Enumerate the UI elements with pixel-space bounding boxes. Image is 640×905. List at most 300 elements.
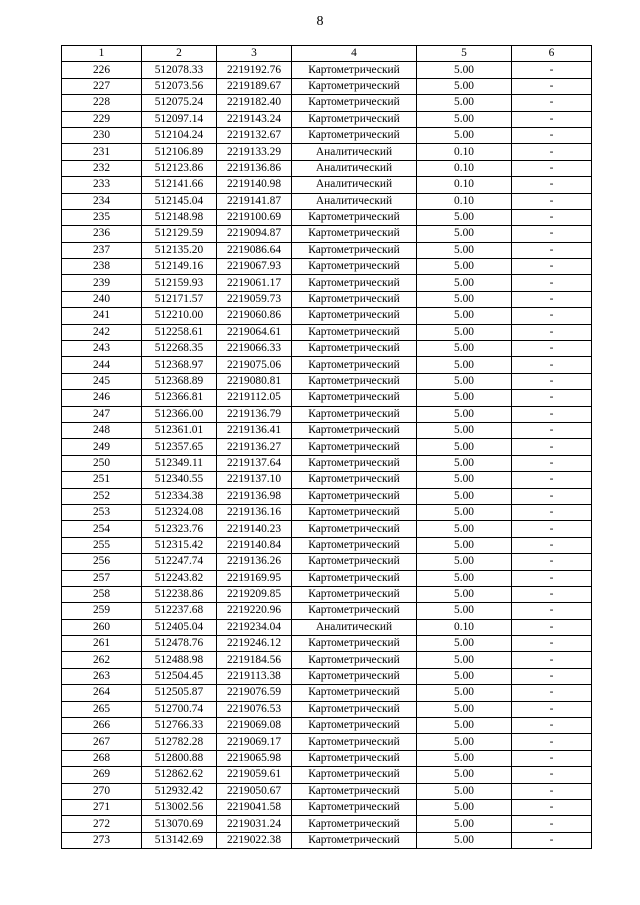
table-row bbox=[62, 357, 592, 373]
table-row bbox=[62, 177, 592, 193]
accuracy-cell: 5.00 bbox=[417, 291, 512, 307]
accuracy-cell: 5.00 bbox=[417, 209, 512, 225]
note-cell: - bbox=[512, 832, 592, 848]
table-row bbox=[62, 734, 592, 750]
x-coordinate-cell: 513142.69 bbox=[142, 832, 217, 848]
y-coordinate-cell: 2219061.17 bbox=[217, 275, 292, 291]
x-coordinate-cell: 512323.76 bbox=[142, 521, 217, 537]
accuracy-cell: 5.00 bbox=[417, 439, 512, 455]
point-number-cell: 230 bbox=[62, 127, 142, 143]
table-row bbox=[62, 603, 592, 619]
accuracy-cell: 5.00 bbox=[417, 701, 512, 717]
note-cell: - bbox=[512, 799, 592, 815]
accuracy-cell: 5.00 bbox=[417, 472, 512, 488]
y-coordinate-cell: 2219065.98 bbox=[217, 750, 292, 766]
method-cell: Картометрический bbox=[292, 701, 417, 717]
x-coordinate-cell: 512258.61 bbox=[142, 324, 217, 340]
point-number-cell: 243 bbox=[62, 341, 142, 357]
method-cell: Картометрический bbox=[292, 95, 417, 111]
point-number-cell: 242 bbox=[62, 324, 142, 340]
point-number-cell: 265 bbox=[62, 701, 142, 717]
note-cell: - bbox=[512, 341, 592, 357]
accuracy-cell: 0.10 bbox=[417, 193, 512, 209]
x-coordinate-cell: 512243.82 bbox=[142, 570, 217, 586]
method-cell: Аналитический bbox=[292, 160, 417, 176]
x-coordinate-cell: 512766.33 bbox=[142, 718, 217, 734]
point-number-cell: 271 bbox=[62, 799, 142, 815]
table-row bbox=[62, 111, 592, 127]
method-cell: Картометрический bbox=[292, 783, 417, 799]
table-row bbox=[62, 422, 592, 438]
table-row bbox=[62, 259, 592, 275]
note-cell: - bbox=[512, 455, 592, 471]
note-cell: - bbox=[512, 668, 592, 684]
note-cell: - bbox=[512, 160, 592, 176]
point-number-cell: 232 bbox=[62, 160, 142, 176]
table-row bbox=[62, 324, 592, 340]
y-coordinate-cell: 2219132.67 bbox=[217, 127, 292, 143]
x-coordinate-cell: 512700.74 bbox=[142, 701, 217, 717]
method-cell: Картометрический bbox=[292, 291, 417, 307]
note-cell: - bbox=[512, 734, 592, 750]
table-row bbox=[62, 718, 592, 734]
x-coordinate-cell: 512324.08 bbox=[142, 504, 217, 520]
table-row bbox=[62, 226, 592, 242]
method-cell: Картометрический bbox=[292, 603, 417, 619]
accuracy-cell: 5.00 bbox=[417, 554, 512, 570]
method-cell: Картометрический bbox=[292, 406, 417, 422]
accuracy-cell: 5.00 bbox=[417, 226, 512, 242]
x-coordinate-cell: 512488.98 bbox=[142, 652, 217, 668]
accuracy-cell: 5.00 bbox=[417, 685, 512, 701]
method-cell: Картометрический bbox=[292, 718, 417, 734]
header-col-3: 3 bbox=[217, 46, 292, 62]
table-row bbox=[62, 521, 592, 537]
method-cell: Картометрический bbox=[292, 324, 417, 340]
table-row bbox=[62, 799, 592, 815]
accuracy-cell: 5.00 bbox=[417, 390, 512, 406]
note-cell: - bbox=[512, 750, 592, 766]
point-number-cell: 227 bbox=[62, 78, 142, 94]
method-cell: Картометрический bbox=[292, 275, 417, 291]
accuracy-cell: 0.10 bbox=[417, 160, 512, 176]
point-number-cell: 254 bbox=[62, 521, 142, 537]
x-coordinate-cell: 512171.57 bbox=[142, 291, 217, 307]
y-coordinate-cell: 2219059.61 bbox=[217, 767, 292, 783]
point-number-cell: 263 bbox=[62, 668, 142, 684]
method-cell: Картометрический bbox=[292, 554, 417, 570]
point-number-cell: 236 bbox=[62, 226, 142, 242]
method-cell: Картометрический bbox=[292, 652, 417, 668]
point-number-cell: 252 bbox=[62, 488, 142, 504]
note-cell: - bbox=[512, 127, 592, 143]
table-row bbox=[62, 62, 592, 78]
point-number-cell: 239 bbox=[62, 275, 142, 291]
header-col-5: 5 bbox=[417, 46, 512, 62]
table-row bbox=[62, 439, 592, 455]
y-coordinate-cell: 2219136.79 bbox=[217, 406, 292, 422]
y-coordinate-cell: 2219220.96 bbox=[217, 603, 292, 619]
x-coordinate-cell: 512141.66 bbox=[142, 177, 217, 193]
point-number-cell: 228 bbox=[62, 95, 142, 111]
note-cell: - bbox=[512, 521, 592, 537]
note-cell: - bbox=[512, 685, 592, 701]
point-number-cell: 260 bbox=[62, 619, 142, 635]
table-row bbox=[62, 832, 592, 848]
method-cell: Картометрический bbox=[292, 226, 417, 242]
table-row bbox=[62, 78, 592, 94]
table-row bbox=[62, 586, 592, 602]
x-coordinate-cell: 512145.04 bbox=[142, 193, 217, 209]
y-coordinate-cell: 2219141.87 bbox=[217, 193, 292, 209]
y-coordinate-cell: 2219133.29 bbox=[217, 144, 292, 160]
y-coordinate-cell: 2219246.12 bbox=[217, 636, 292, 652]
x-coordinate-cell: 512505.87 bbox=[142, 685, 217, 701]
method-cell: Картометрический bbox=[292, 127, 417, 143]
accuracy-cell: 5.00 bbox=[417, 521, 512, 537]
y-coordinate-cell: 2219182.40 bbox=[217, 95, 292, 111]
y-coordinate-cell: 2219069.17 bbox=[217, 734, 292, 750]
note-cell: - bbox=[512, 291, 592, 307]
method-cell: Картометрический bbox=[292, 570, 417, 586]
note-cell: - bbox=[512, 718, 592, 734]
accuracy-cell: 5.00 bbox=[417, 357, 512, 373]
point-number-cell: 234 bbox=[62, 193, 142, 209]
table-row bbox=[62, 390, 592, 406]
note-cell: - bbox=[512, 308, 592, 324]
point-number-cell: 235 bbox=[62, 209, 142, 225]
method-cell: Картометрический bbox=[292, 111, 417, 127]
accuracy-cell: 0.10 bbox=[417, 144, 512, 160]
accuracy-cell: 5.00 bbox=[417, 488, 512, 504]
note-cell: - bbox=[512, 767, 592, 783]
table-row bbox=[62, 95, 592, 111]
y-coordinate-cell: 2219031.24 bbox=[217, 816, 292, 832]
method-cell: Картометрический bbox=[292, 373, 417, 389]
y-coordinate-cell: 2219022.38 bbox=[217, 832, 292, 848]
y-coordinate-cell: 2219140.23 bbox=[217, 521, 292, 537]
point-number-cell: 248 bbox=[62, 422, 142, 438]
note-cell: - bbox=[512, 62, 592, 78]
table-row bbox=[62, 275, 592, 291]
x-coordinate-cell: 512504.45 bbox=[142, 668, 217, 684]
accuracy-cell: 5.00 bbox=[417, 586, 512, 602]
note-cell: - bbox=[512, 324, 592, 340]
method-cell: Аналитический bbox=[292, 619, 417, 635]
table-row bbox=[62, 504, 592, 520]
note-cell: - bbox=[512, 259, 592, 275]
table-row bbox=[62, 767, 592, 783]
accuracy-cell: 0.10 bbox=[417, 177, 512, 193]
y-coordinate-cell: 2219169.95 bbox=[217, 570, 292, 586]
note-cell: - bbox=[512, 537, 592, 553]
y-coordinate-cell: 2219069.08 bbox=[217, 718, 292, 734]
coordinates-table bbox=[61, 45, 592, 849]
accuracy-cell: 5.00 bbox=[417, 95, 512, 111]
y-coordinate-cell: 2219076.59 bbox=[217, 685, 292, 701]
note-cell: - bbox=[512, 275, 592, 291]
note-cell: - bbox=[512, 488, 592, 504]
table-row bbox=[62, 193, 592, 209]
accuracy-cell: 5.00 bbox=[417, 406, 512, 422]
x-coordinate-cell: 512073.56 bbox=[142, 78, 217, 94]
note-cell: - bbox=[512, 619, 592, 635]
method-cell: Картометрический bbox=[292, 668, 417, 684]
method-cell: Картометрический bbox=[292, 537, 417, 553]
table-row bbox=[62, 636, 592, 652]
accuracy-cell: 5.00 bbox=[417, 570, 512, 586]
y-coordinate-cell: 2219143.24 bbox=[217, 111, 292, 127]
x-coordinate-cell: 512478.76 bbox=[142, 636, 217, 652]
method-cell: Аналитический bbox=[292, 177, 417, 193]
accuracy-cell: 5.00 bbox=[417, 341, 512, 357]
x-coordinate-cell: 512268.35 bbox=[142, 341, 217, 357]
point-number-cell: 244 bbox=[62, 357, 142, 373]
note-cell: - bbox=[512, 439, 592, 455]
accuracy-cell: 5.00 bbox=[417, 603, 512, 619]
point-number-cell: 249 bbox=[62, 439, 142, 455]
accuracy-cell: 5.00 bbox=[417, 111, 512, 127]
x-coordinate-cell: 512247.74 bbox=[142, 554, 217, 570]
point-number-cell: 255 bbox=[62, 537, 142, 553]
y-coordinate-cell: 2219192.76 bbox=[217, 62, 292, 78]
method-cell: Картометрический bbox=[292, 472, 417, 488]
point-number-cell: 261 bbox=[62, 636, 142, 652]
page-number: 8 bbox=[316, 14, 324, 29]
y-coordinate-cell: 2219113.38 bbox=[217, 668, 292, 684]
point-number-cell: 268 bbox=[62, 750, 142, 766]
y-coordinate-cell: 2219140.84 bbox=[217, 537, 292, 553]
x-coordinate-cell: 512159.93 bbox=[142, 275, 217, 291]
method-cell: Картометрический bbox=[292, 455, 417, 471]
y-coordinate-cell: 2219189.67 bbox=[217, 78, 292, 94]
x-coordinate-cell: 512782.28 bbox=[142, 734, 217, 750]
table-row bbox=[62, 570, 592, 586]
y-coordinate-cell: 2219140.98 bbox=[217, 177, 292, 193]
y-coordinate-cell: 2219137.10 bbox=[217, 472, 292, 488]
y-coordinate-cell: 2219080.81 bbox=[217, 373, 292, 389]
x-coordinate-cell: 512210.00 bbox=[142, 308, 217, 324]
note-cell: - bbox=[512, 373, 592, 389]
note-cell: - bbox=[512, 472, 592, 488]
x-coordinate-cell: 512862.62 bbox=[142, 767, 217, 783]
x-coordinate-cell: 512368.97 bbox=[142, 357, 217, 373]
point-number-cell: 253 bbox=[62, 504, 142, 520]
method-cell: Картометрический bbox=[292, 357, 417, 373]
y-coordinate-cell: 2219112.05 bbox=[217, 390, 292, 406]
note-cell: - bbox=[512, 357, 592, 373]
y-coordinate-cell: 2219136.98 bbox=[217, 488, 292, 504]
point-number-cell: 267 bbox=[62, 734, 142, 750]
point-number-cell: 229 bbox=[62, 111, 142, 127]
accuracy-cell: 5.00 bbox=[417, 668, 512, 684]
x-coordinate-cell: 512075.24 bbox=[142, 95, 217, 111]
x-coordinate-cell: 512237.68 bbox=[142, 603, 217, 619]
table-header-row bbox=[62, 46, 592, 62]
point-number-cell: 262 bbox=[62, 652, 142, 668]
method-cell: Картометрический bbox=[292, 242, 417, 258]
method-cell: Картометрический bbox=[292, 734, 417, 750]
method-cell: Картометрический bbox=[292, 504, 417, 520]
accuracy-cell: 5.00 bbox=[417, 324, 512, 340]
note-cell: - bbox=[512, 406, 592, 422]
note-cell: - bbox=[512, 570, 592, 586]
header-col-1: 1 bbox=[62, 46, 142, 62]
point-number-cell: 231 bbox=[62, 144, 142, 160]
x-coordinate-cell: 512361.01 bbox=[142, 422, 217, 438]
y-coordinate-cell: 2219094.87 bbox=[217, 226, 292, 242]
x-coordinate-cell: 513002.56 bbox=[142, 799, 217, 815]
x-coordinate-cell: 512129.59 bbox=[142, 226, 217, 242]
method-cell: Картометрический bbox=[292, 488, 417, 504]
x-coordinate-cell: 512106.89 bbox=[142, 144, 217, 160]
accuracy-cell: 5.00 bbox=[417, 636, 512, 652]
table-row bbox=[62, 127, 592, 143]
method-cell: Картометрический bbox=[292, 767, 417, 783]
y-coordinate-cell: 2219136.26 bbox=[217, 554, 292, 570]
y-coordinate-cell: 2219100.69 bbox=[217, 209, 292, 225]
x-coordinate-cell: 512148.98 bbox=[142, 209, 217, 225]
accuracy-cell: 5.00 bbox=[417, 455, 512, 471]
x-coordinate-cell: 512405.04 bbox=[142, 619, 217, 635]
accuracy-cell: 5.00 bbox=[417, 422, 512, 438]
note-cell: - bbox=[512, 586, 592, 602]
table-row bbox=[62, 783, 592, 799]
y-coordinate-cell: 2219075.06 bbox=[217, 357, 292, 373]
x-coordinate-cell: 512932.42 bbox=[142, 783, 217, 799]
accuracy-cell: 5.00 bbox=[417, 832, 512, 848]
y-coordinate-cell: 2219184.56 bbox=[217, 652, 292, 668]
table-row bbox=[62, 816, 592, 832]
table-row bbox=[62, 488, 592, 504]
y-coordinate-cell: 2219041.58 bbox=[217, 799, 292, 815]
table-row bbox=[62, 668, 592, 684]
method-cell: Картометрический bbox=[292, 799, 417, 815]
y-coordinate-cell: 2219064.61 bbox=[217, 324, 292, 340]
method-cell: Картометрический bbox=[292, 832, 417, 848]
point-number-cell: 270 bbox=[62, 783, 142, 799]
accuracy-cell: 5.00 bbox=[417, 373, 512, 389]
note-cell: - bbox=[512, 783, 592, 799]
x-coordinate-cell: 512340.55 bbox=[142, 472, 217, 488]
note-cell: - bbox=[512, 177, 592, 193]
accuracy-cell: 5.00 bbox=[417, 816, 512, 832]
header-col-4: 4 bbox=[292, 46, 417, 62]
method-cell: Картометрический bbox=[292, 390, 417, 406]
accuracy-cell: 5.00 bbox=[417, 767, 512, 783]
x-coordinate-cell: 512123.86 bbox=[142, 160, 217, 176]
note-cell: - bbox=[512, 390, 592, 406]
method-cell: Картометрический bbox=[292, 816, 417, 832]
y-coordinate-cell: 2219086.64 bbox=[217, 242, 292, 258]
point-number-cell: 226 bbox=[62, 62, 142, 78]
note-cell: - bbox=[512, 78, 592, 94]
accuracy-cell: 5.00 bbox=[417, 62, 512, 78]
table-row bbox=[62, 619, 592, 635]
point-number-cell: 238 bbox=[62, 259, 142, 275]
accuracy-cell: 5.00 bbox=[417, 259, 512, 275]
y-coordinate-cell: 2219066.33 bbox=[217, 341, 292, 357]
note-cell: - bbox=[512, 504, 592, 520]
method-cell: Картометрический bbox=[292, 439, 417, 455]
accuracy-cell: 5.00 bbox=[417, 308, 512, 324]
point-number-cell: 259 bbox=[62, 603, 142, 619]
accuracy-cell: 5.00 bbox=[417, 718, 512, 734]
accuracy-cell: 5.00 bbox=[417, 783, 512, 799]
accuracy-cell: 5.00 bbox=[417, 275, 512, 291]
method-cell: Картометрический bbox=[292, 341, 417, 357]
note-cell: - bbox=[512, 111, 592, 127]
note-cell: - bbox=[512, 226, 592, 242]
table-row bbox=[62, 341, 592, 357]
note-cell: - bbox=[512, 701, 592, 717]
x-coordinate-cell: 512349.11 bbox=[142, 455, 217, 471]
table-row bbox=[62, 160, 592, 176]
table-row bbox=[62, 308, 592, 324]
table-row bbox=[62, 472, 592, 488]
header-col-2: 2 bbox=[142, 46, 217, 62]
method-cell: Картометрический bbox=[292, 259, 417, 275]
note-cell: - bbox=[512, 636, 592, 652]
x-coordinate-cell: 512078.33 bbox=[142, 62, 217, 78]
note-cell: - bbox=[512, 193, 592, 209]
note-cell: - bbox=[512, 95, 592, 111]
method-cell: Картометрический bbox=[292, 308, 417, 324]
x-coordinate-cell: 512104.24 bbox=[142, 127, 217, 143]
y-coordinate-cell: 2219059.73 bbox=[217, 291, 292, 307]
method-cell: Картометрический bbox=[292, 750, 417, 766]
y-coordinate-cell: 2219136.16 bbox=[217, 504, 292, 520]
accuracy-cell: 5.00 bbox=[417, 242, 512, 258]
point-number-cell: 257 bbox=[62, 570, 142, 586]
table-row bbox=[62, 373, 592, 389]
x-coordinate-cell: 512238.86 bbox=[142, 586, 217, 602]
table-body bbox=[62, 62, 592, 849]
method-cell: Картометрический bbox=[292, 521, 417, 537]
note-cell: - bbox=[512, 242, 592, 258]
y-coordinate-cell: 2219136.27 bbox=[217, 439, 292, 455]
point-number-cell: 272 bbox=[62, 816, 142, 832]
method-cell: Картометрический bbox=[292, 209, 417, 225]
note-cell: - bbox=[512, 209, 592, 225]
table-row bbox=[62, 652, 592, 668]
accuracy-cell: 5.00 bbox=[417, 734, 512, 750]
point-number-cell: 266 bbox=[62, 718, 142, 734]
accuracy-cell: 0.10 bbox=[417, 619, 512, 635]
y-coordinate-cell: 2219137.64 bbox=[217, 455, 292, 471]
x-coordinate-cell: 512135.20 bbox=[142, 242, 217, 258]
note-cell: - bbox=[512, 652, 592, 668]
note-cell: - bbox=[512, 422, 592, 438]
point-number-cell: 245 bbox=[62, 373, 142, 389]
method-cell: Картометрический bbox=[292, 62, 417, 78]
note-cell: - bbox=[512, 144, 592, 160]
y-coordinate-cell: 2219076.53 bbox=[217, 701, 292, 717]
x-coordinate-cell: 512149.16 bbox=[142, 259, 217, 275]
accuracy-cell: 5.00 bbox=[417, 799, 512, 815]
x-coordinate-cell: 512097.14 bbox=[142, 111, 217, 127]
header-col-6: 6 bbox=[512, 46, 592, 62]
y-coordinate-cell: 2219136.86 bbox=[217, 160, 292, 176]
method-cell: Картометрический bbox=[292, 685, 417, 701]
table-row bbox=[62, 701, 592, 717]
y-coordinate-cell: 2219234.04 bbox=[217, 619, 292, 635]
table-row bbox=[62, 455, 592, 471]
y-coordinate-cell: 2219209.85 bbox=[217, 586, 292, 602]
method-cell: Картометрический bbox=[292, 636, 417, 652]
table-row bbox=[62, 144, 592, 160]
table-row bbox=[62, 554, 592, 570]
